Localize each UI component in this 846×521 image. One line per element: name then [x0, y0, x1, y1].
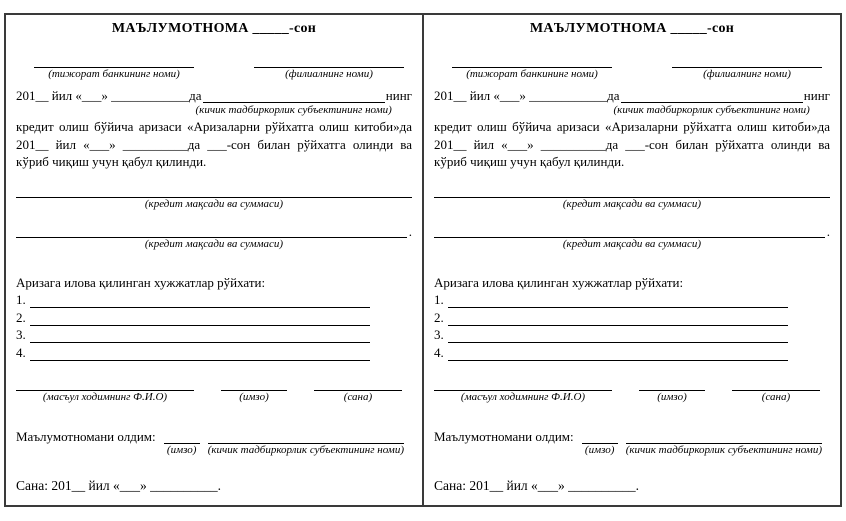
branch-name-caption: (филиалнинг номи) — [703, 68, 791, 80]
subject-name-blank — [195, 88, 392, 116]
form-sheet — [4, 13, 842, 507]
credit-purpose-caption-1: (кредит мақсади ва суммаси) — [144, 197, 284, 210]
credit-purpose-caption-2: (кредит мақсади ва суммаси) — [562, 237, 702, 250]
date-field — [314, 378, 402, 404]
signature-caption: (имзо) — [657, 390, 687, 403]
officer-name-caption: (масъул ходимнинг Ф.И.О) — [42, 390, 168, 403]
form-copy-right — [424, 15, 840, 505]
document-item — [434, 326, 830, 344]
credit-purpose-line-2 — [434, 224, 825, 238]
credit-purpose-block-1 — [434, 184, 830, 211]
received-row — [16, 429, 412, 457]
registration-date-prefix: 201__ йил «___» ____________да — [16, 88, 202, 103]
document-number: 1. — [16, 292, 26, 307]
date-caption: (сана) — [761, 390, 791, 403]
credit-purpose-line-1 — [16, 184, 412, 198]
received-signature-field — [582, 429, 618, 457]
footer-date: Сана: 201__ йил «___» __________. — [434, 477, 640, 493]
received-label: Маълумотномани олдим: — [16, 428, 156, 444]
registration-date-row — [434, 88, 830, 116]
date-caption: (сана) — [343, 390, 373, 403]
registration-date-row — [16, 88, 412, 116]
bank-name-blank — [34, 55, 194, 68]
branch-name-field — [672, 55, 822, 81]
credit-purpose-caption-2: (кредит мақсади ва суммаси) — [144, 237, 284, 250]
document-number: 3. — [16, 327, 26, 342]
received-subject-caption: (кичик тадбиркорлик субъектининг номи) — [207, 443, 404, 456]
document-item — [16, 308, 412, 326]
subject-name-caption: (кичик тадбиркорлик субъектининг номи) — [195, 104, 392, 116]
document-blank-line — [30, 327, 370, 343]
body-paragraph: кредит олиш бўйича аризаси «Аризаларни рўйхатга олиш китоби»да 201__ йил «___» __________да ___-сон билан рўйхатга олинди ва кўриб чиқиш учун қабул қилинди. — [434, 119, 830, 169]
received-subject-field — [626, 429, 822, 457]
credit-purpose-block-1 — [16, 184, 412, 211]
document-number: 2. — [16, 309, 26, 325]
received-subject-blank — [626, 429, 822, 444]
document-blank-line — [448, 310, 788, 326]
date-field — [732, 378, 820, 404]
bank-branch-row — [434, 55, 830, 81]
received-label: Маълумотномани олдим: — [434, 428, 574, 444]
document-item — [434, 291, 830, 309]
credit-purpose-line-1 — [434, 184, 830, 198]
document-number: 2. — [434, 309, 444, 325]
bank-name-caption: (тижорат банкининг номи) — [48, 68, 180, 80]
date-blank — [732, 378, 820, 391]
document-blank-line — [448, 327, 788, 343]
credit-purpose-line-2 — [16, 224, 407, 238]
received-subject-blank — [208, 429, 404, 444]
branch-name-field — [254, 55, 404, 81]
bank-branch-row — [16, 55, 412, 81]
documents-heading: Аризага илова қилинган хужжатлар рўйхати: — [434, 274, 684, 290]
document-blank-line — [448, 292, 788, 308]
line-period: . — [408, 223, 412, 239]
credit-purpose-block-2 — [16, 224, 412, 251]
branch-name-blank — [672, 55, 822, 68]
document-blank-line — [30, 345, 370, 361]
received-row — [434, 429, 830, 457]
form-title: МАЪЛУМОТНОМА _____-сон — [111, 21, 317, 36]
document-number: 4. — [16, 344, 26, 360]
form-title: МАЪЛУМОТНОМА _____-сон — [529, 21, 735, 36]
body-paragraph: кредит олиш бўйича аризаси «Аризаларни рўйхатга олиш китоби»да 201__ йил «___» __________да ___-сон билан рўйхатга олинди ва кўриб чиқиш учун қабул қилинди. — [16, 119, 412, 169]
document-blank-line — [30, 292, 370, 308]
document-item — [434, 343, 830, 361]
document-blank-line — [30, 310, 370, 326]
document-item — [16, 326, 412, 344]
bank-name-field — [34, 55, 194, 81]
credit-purpose-block-2 — [434, 224, 830, 251]
bank-name-caption: (тижорат банкининг номи) — [466, 68, 598, 80]
officer-name-blank — [434, 378, 612, 391]
document-number: 1. — [434, 292, 444, 307]
received-subject-caption: (кичик тадбиркорлик субъектининг номи) — [625, 443, 822, 456]
branch-name-caption: (филиалнинг номи) — [285, 68, 373, 80]
officer-name-field — [434, 378, 612, 404]
signature-blank — [221, 378, 287, 391]
document-blank-line — [448, 345, 788, 361]
footer-date: Сана: 201__ йил «___» __________. — [16, 477, 222, 493]
officer-signature-row — [434, 378, 830, 404]
received-subject-field — [208, 429, 404, 457]
officer-signature-row — [16, 378, 412, 404]
received-signature-field — [164, 429, 200, 457]
officer-name-field — [16, 378, 194, 404]
document-item — [434, 308, 830, 326]
signature-caption: (имзо) — [239, 390, 269, 403]
registration-date-prefix: 201__ йил «___» ____________да — [434, 88, 620, 103]
received-signature-caption: (имзо) — [166, 443, 197, 456]
document-number: 3. — [434, 327, 444, 342]
signature-field — [639, 378, 705, 404]
branch-name-blank — [254, 55, 404, 68]
registration-date-suffix: нинг — [385, 88, 412, 103]
signature-field — [221, 378, 287, 404]
officer-name-caption: (масъул ходимнинг Ф.И.О) — [460, 390, 586, 403]
officer-name-blank — [16, 378, 194, 391]
documents-heading: Аризага илова қилинган хужжатлар рўйхати: — [16, 274, 266, 290]
document-item — [16, 291, 412, 309]
received-signature-blank — [582, 429, 618, 444]
received-signature-caption: (имзо) — [584, 443, 615, 456]
subject-name-blank — [613, 88, 810, 116]
signature-blank — [639, 378, 705, 391]
form-copy-left — [6, 15, 424, 505]
document-item — [16, 343, 412, 361]
bank-name-field — [452, 55, 612, 81]
document-number: 4. — [434, 344, 444, 360]
received-signature-blank — [164, 429, 200, 444]
date-blank — [314, 378, 402, 391]
credit-purpose-caption-1: (кредит мақсади ва суммаси) — [562, 197, 702, 210]
line-period: . — [826, 223, 830, 239]
subject-name-caption: (кичик тадбиркорлик субъектининг номи) — [613, 104, 810, 116]
registration-date-suffix: нинг — [803, 88, 830, 103]
bank-name-blank — [452, 55, 612, 68]
